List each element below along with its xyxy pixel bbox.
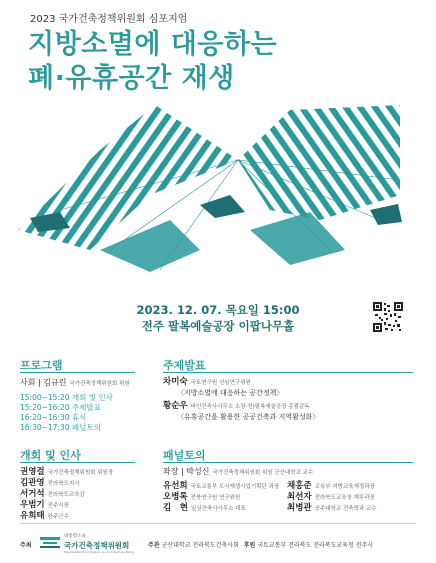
program-host-label: 사회 | 김규린 <box>20 378 67 387</box>
program-host-title: 국가건축정책위원회 위원 <box>69 381 130 387</box>
tunnel-illustration <box>0 100 436 280</box>
sponsor-label: 주관 <box>148 542 160 549</box>
panel-rule <box>163 462 413 463</box>
panel-chair-title: 국가건축정책위원회 위원 군산대학교 교수 <box>212 470 314 476</box>
topics-list <box>163 377 319 422</box>
schedule-item: 15:20~16:20 주제발표 <box>20 403 101 412</box>
event-name: 2023 국가건축정책위원회 심포지엄 <box>30 14 188 25</box>
footer-credits <box>148 540 373 549</box>
event-venue: 전주 팔복예술공장 이팝나무홀 <box>141 319 295 333</box>
opening-person: 우범기 전주시장 <box>20 500 69 510</box>
speaker-talk: 〈유휴공간을 활용한 공공건축과 지역활성화〉 <box>177 413 320 421</box>
panel-heading: 패널토의 <box>163 449 206 462</box>
supporters: 국토교통부 전라북도 전라북도교육청 전주시 <box>257 542 374 549</box>
program-host <box>20 378 130 389</box>
opening-list <box>20 467 113 522</box>
panel-left <box>163 481 279 514</box>
title-line-1: 지방소멸에 대응하는 <box>28 29 278 60</box>
logo-org: 국가건축정책위원회 <box>64 541 130 550</box>
title-line-2: 폐·유휴공간 재생 <box>28 63 235 94</box>
panelist: 오병록 전북연구원 연구위원 <box>163 492 241 502</box>
topics-rule <box>163 372 413 373</box>
qr-code[interactable] <box>373 302 403 332</box>
speaker: 차미숙 국토연구원 선임연구위원 <box>163 377 251 387</box>
opening-person: 서거석 전라북도교육감 <box>20 489 85 499</box>
schedule-item: 15:00~15:20 개회 및 인사 <box>20 393 113 402</box>
schedule-item: 16:20~16:30 휴식 <box>20 413 87 422</box>
support-label: 후원 <box>243 542 256 549</box>
sponsors: 군산대학교 전라북도건축사회 <box>161 542 239 549</box>
opening-person: 유희태 완주군수 <box>20 511 69 521</box>
panelist: 최선자 전라북도교육청 재무과장 <box>287 492 375 502</box>
panel-right <box>287 481 377 514</box>
host-label: 주최 <box>20 542 32 549</box>
panel-chair-label: 좌장 | 박성신 <box>163 467 210 476</box>
panelist: 유선희 국토교통부 도시재생사업기획단 과장 <box>163 481 280 491</box>
logo-org-small: 대통령소속 <box>64 534 86 539</box>
panelist: 채홍준 교육부 지방교육재정과장 <box>287 481 375 491</box>
speaker: 황순우 바인건축사사무소 소장·전)팔복예술공장 총괄감독 <box>163 401 310 411</box>
panel-chair <box>163 467 313 478</box>
opening-heading: 개회 및 인사 <box>20 449 81 462</box>
opening-rule <box>20 462 135 463</box>
panelist: 김 현 일상건축사사무소 대표 <box>163 503 246 513</box>
speaker-talk: 〈지방소멸에 대응하는 공간정책〉 <box>177 389 284 397</box>
opening-person: 김관영 전라북도지사 <box>20 478 80 488</box>
topics-heading: 주제발표 <box>163 359 206 372</box>
program-rule <box>20 372 135 373</box>
logo-org-en: Presidential Commission on Architecture Policy <box>64 550 135 554</box>
program-schedule <box>20 393 113 433</box>
opening-person: 권영걸 국가건축정책위원회 위원장 <box>20 467 114 477</box>
program-heading: 프로그램 <box>20 359 63 372</box>
event-datetime: 2023. 12. 07. 목요일 15:00 <box>136 303 300 317</box>
commission-logo-icon <box>40 535 62 549</box>
schedule-item: 16:30~17:30 패널토의 <box>20 423 101 432</box>
panelist: 최병관 공주대학교 건축학과 교수 <box>287 503 377 513</box>
footer-divider <box>20 523 416 524</box>
